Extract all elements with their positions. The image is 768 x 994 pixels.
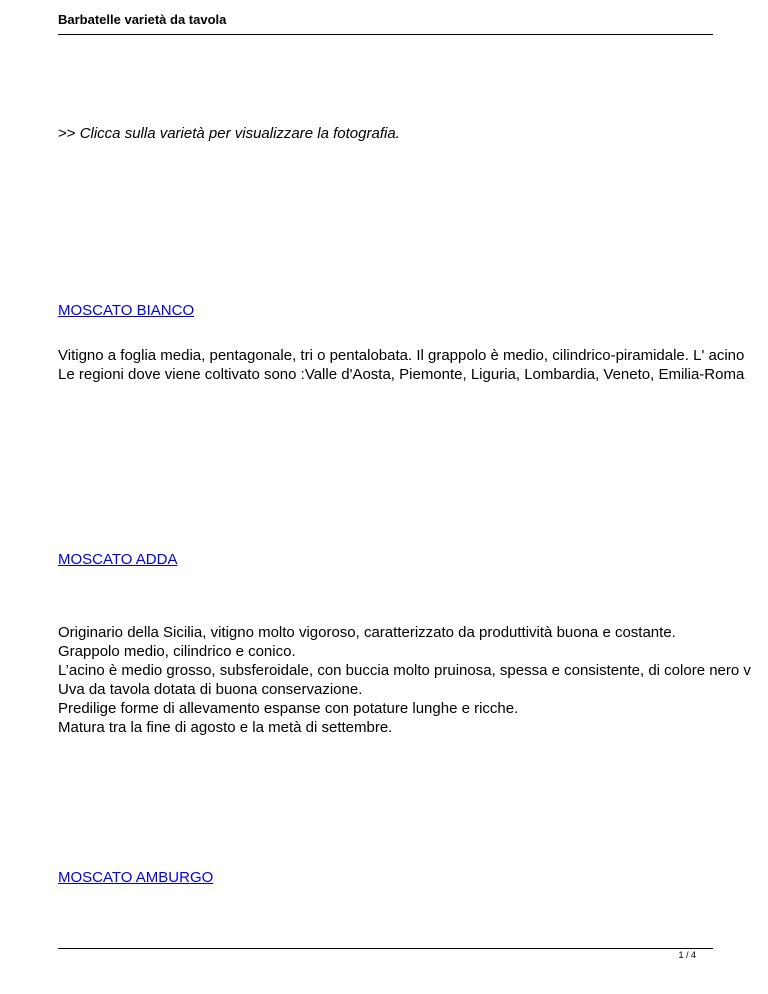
page-number: 1 / 4 xyxy=(678,950,696,960)
description-line: Vitigno a foglia media, pentagonale, tri o pentalobata. Il grappolo è medio, cilindrico-piramidale. L' acino xyxy=(58,347,745,364)
footer-divider xyxy=(58,948,713,949)
description-line: Le regioni dove viene coltivato sono :Valle d'Aosta, Piemonte, Liguria, Lombardia, Veneto, Emilia-Roma xyxy=(58,366,745,383)
intro-instruction xyxy=(58,125,400,142)
variety-link-moscato-adda[interactable]: MOSCATO ADDA xyxy=(58,551,178,568)
header-divider xyxy=(58,34,713,35)
variety-description-moscato-adda xyxy=(58,623,768,737)
description-line: Grappolo medio, cilindrico e conico. xyxy=(58,643,296,660)
description-line: L’acino è medio grosso, subsferoidale, con buccia molto pruinosa, spessa e consistente, di colore nero v xyxy=(58,662,751,679)
variety-link-moscato-bianco[interactable]: MOSCATO BIANCO xyxy=(58,302,195,319)
description-line: Predilige forme di allevamento espanse con potature lunghe e ricche. xyxy=(58,700,519,717)
page-header-title: Barbatelle varietà da tavola xyxy=(58,12,227,27)
description-line: Uva da tavola dotata di buona conservazione. xyxy=(58,681,363,698)
intro-prefix: >> xyxy=(58,125,80,142)
intro-text: Clicca sulla varietà per visualizzare la fotografia. xyxy=(79,125,400,142)
variety-link-moscato-amburgo[interactable]: MOSCATO AMBURGO xyxy=(58,869,214,886)
variety-description-moscato-bianco xyxy=(58,346,768,384)
description-line: Originario della Sicilia, vitigno molto vigoroso, caratterizzato da produttività buona e costante. xyxy=(58,624,676,641)
description-line: Matura tra la fine di agosto e la metà di settembre. xyxy=(58,719,393,736)
